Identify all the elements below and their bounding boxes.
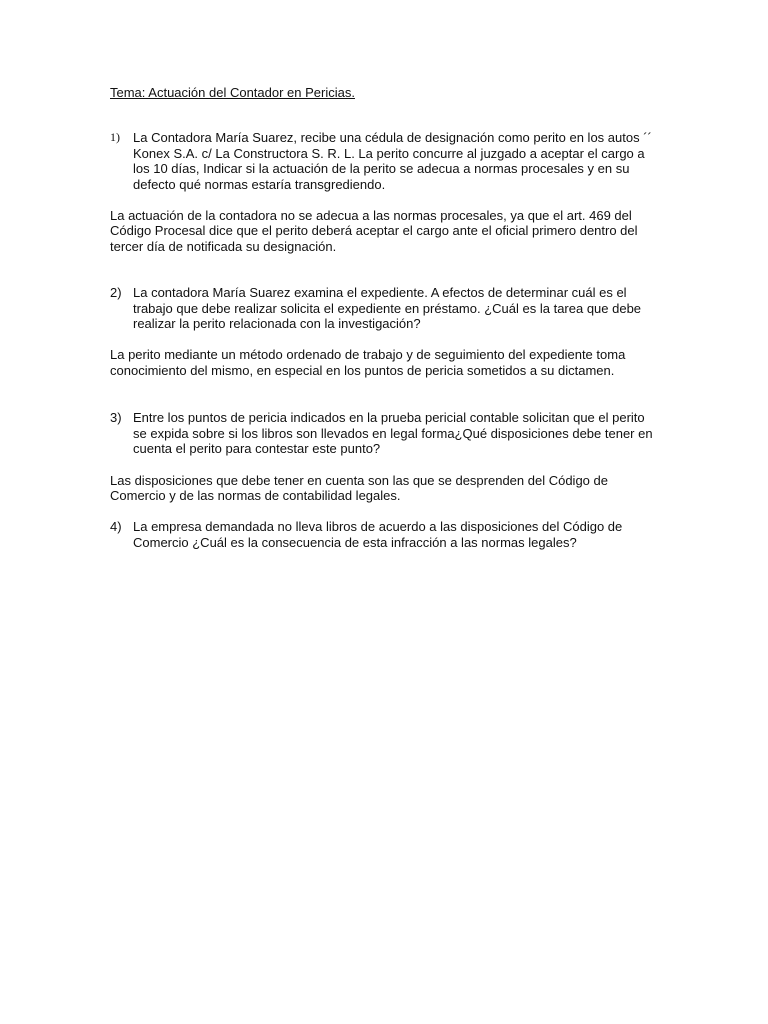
question-text: La contadora María Suarez examina el expediente. A efectos de determinar cuál es el trabajo que debe realizar solicita el expediente en préstamo. ¿Cuál es la tarea que debe realizar la perito relacionada con la investigación?	[133, 285, 642, 332]
question-number: 3)	[110, 410, 122, 426]
question-number: 4)	[110, 519, 122, 535]
answer-1: La actuación de la contadora no se adecua a las normas procesales, ya que el art. 469 del Código Procesal dice que el perito deberá aceptar el cargo ante el oficial primero dentro del tercer día de notificada su designación.	[110, 208, 638, 254]
answer-3: Las disposiciones que debe tener en cuenta son las que se desprenden del Código de Comercio y de las normas de contabilidad legales.	[110, 472, 608, 503]
question-number: 2)	[110, 285, 122, 301]
document-title: Tema: Actuación del Contador en Pericias.	[110, 85, 355, 100]
document-page	[110, 85, 658, 550]
answer-2: La perito mediante un método ordenado de trabajo y de seguimiento del expediente toma conocimiento del mismo, en especial en los puntos de pericia sometidos a su dictamen.	[110, 347, 626, 378]
question-3	[110, 410, 658, 456]
question-1	[110, 130, 658, 192]
question-text: La empresa demandada no lleva libros de acuerdo a las disposiciones del Código de Comercio ¿Cuál es la consecuencia de esta infracción a las normas legales?	[133, 519, 623, 550]
question-2	[110, 285, 658, 331]
question-text: Entre los puntos de pericia indicados en la prueba pericial contable solicitan que el perito se expida sobre si los libros son llevados en legal forma¿Qué disposiciones debe tener en cuenta el perito para contestar este punto?	[133, 410, 653, 457]
question-text: La Contadora María Suarez, recibe una cédula de designación como perito en los autos ´´ Konex S.A. c/ La Constructora S. R. L. La perito concurre al juzgado a aceptar el cargo a los 10 días, Indicar si la actuación de la perito se adecua a normas procesales y en su defecto qué normas estaría transgrediendo.	[133, 130, 652, 192]
question-4	[110, 519, 658, 550]
question-number: 1)	[110, 130, 120, 145]
